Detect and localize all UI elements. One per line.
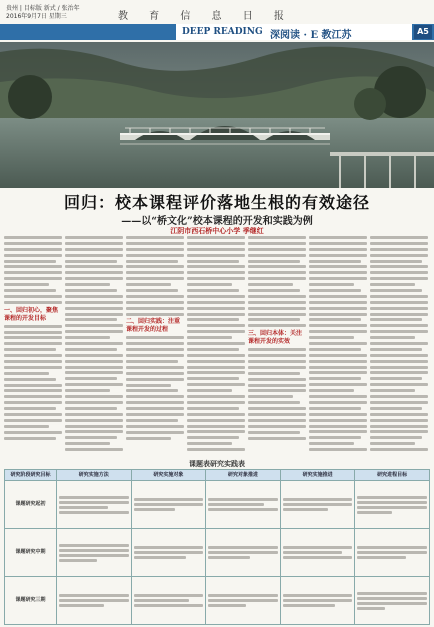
text-line <box>309 336 354 339</box>
text-line <box>4 389 62 392</box>
text-line <box>370 324 428 327</box>
text-line <box>248 407 306 410</box>
text-line <box>309 401 367 404</box>
text-line <box>4 301 62 304</box>
table-cell <box>131 577 206 625</box>
text-line <box>309 383 367 386</box>
text-line <box>248 389 306 392</box>
text-line <box>370 313 428 316</box>
text-line <box>65 307 123 310</box>
text-line <box>65 407 117 410</box>
table-row <box>5 577 430 625</box>
research-table <box>4 469 430 625</box>
text-line <box>248 307 306 310</box>
text-line <box>126 395 184 398</box>
text-line <box>4 413 62 416</box>
text-line <box>370 407 422 410</box>
text-line <box>248 419 306 422</box>
text-line <box>370 425 428 428</box>
text-line <box>187 324 245 327</box>
text-line <box>65 342 123 345</box>
text-line <box>309 289 361 292</box>
text-line <box>126 301 184 304</box>
table-header: 研究进程目标 <box>355 470 430 481</box>
text-line <box>65 301 123 304</box>
text-line <box>187 260 239 263</box>
issue-date: 2016年9月7日 星期三 <box>6 13 67 20</box>
text-line <box>187 301 245 304</box>
text-line <box>65 395 123 398</box>
text-line <box>248 324 306 327</box>
text-line <box>4 325 62 328</box>
text-line <box>309 330 367 333</box>
text-line <box>65 383 123 386</box>
text-line <box>187 265 245 268</box>
column-6 <box>309 236 367 456</box>
text-line <box>309 271 367 274</box>
table-header: 研究对象推进 <box>206 470 281 481</box>
text-line <box>4 236 62 239</box>
text-line <box>309 413 367 416</box>
text-line <box>65 419 123 422</box>
section-name-cn: 深阅读 · E 教江苏 <box>270 30 352 41</box>
text-line <box>187 295 245 298</box>
text-line <box>65 324 123 327</box>
text-line <box>187 277 245 280</box>
text-line <box>65 425 123 428</box>
text-line <box>187 430 245 433</box>
text-line <box>126 401 184 404</box>
text-line <box>309 430 367 433</box>
text-line <box>187 413 245 416</box>
text-line <box>309 425 367 428</box>
text-line <box>126 378 184 381</box>
text-line <box>309 277 367 280</box>
text-line <box>370 248 428 251</box>
text-line <box>187 254 245 257</box>
text-line <box>65 448 123 451</box>
text-line <box>370 236 428 239</box>
lead-photo <box>0 42 434 188</box>
text-line <box>370 277 428 280</box>
text-line <box>187 395 245 398</box>
table-cell <box>355 529 430 577</box>
text-line <box>248 289 300 292</box>
text-line <box>309 389 354 392</box>
text-line <box>126 336 184 339</box>
text-line <box>4 248 62 251</box>
text-line <box>126 366 184 369</box>
text-line <box>309 307 367 310</box>
column-4 <box>187 236 245 456</box>
text-line <box>65 260 117 263</box>
text-line <box>65 295 123 298</box>
text-line <box>187 425 245 428</box>
text-line <box>187 436 239 439</box>
text-line <box>309 236 367 239</box>
text-line <box>187 377 239 380</box>
text-line <box>370 260 422 263</box>
text-line <box>309 448 367 451</box>
text-line <box>4 354 62 357</box>
text-line <box>309 313 367 316</box>
section-heading: 二、回归实践：注重课程开发的过程 <box>126 318 181 334</box>
table-cell <box>131 529 206 577</box>
text-line <box>65 236 123 239</box>
text-line <box>65 313 123 316</box>
text-line <box>248 372 300 375</box>
text-line <box>248 318 300 321</box>
text-line <box>65 271 123 274</box>
text-line <box>248 283 293 286</box>
text-line <box>248 265 306 268</box>
table-header-row <box>5 470 430 481</box>
text-line <box>187 366 245 369</box>
text-line <box>4 360 62 363</box>
byline: 江阴市西石桥中心小学 季继红 <box>170 227 264 235</box>
text-line <box>65 366 123 369</box>
text-line <box>309 360 367 363</box>
text-line <box>126 413 184 416</box>
text-line <box>370 354 428 357</box>
table-cell <box>280 529 355 577</box>
text-line <box>248 425 306 428</box>
text-line <box>370 413 428 416</box>
text-line <box>187 419 245 422</box>
text-line <box>187 318 239 321</box>
text-line <box>65 371 123 374</box>
paper-title: 教 育 信 息 日 报 <box>118 11 293 22</box>
table-cell <box>57 481 132 529</box>
text-line <box>187 236 245 239</box>
text-line <box>4 254 62 257</box>
text-line <box>309 442 354 445</box>
text-line <box>65 265 123 268</box>
table-header: 研究实施方法 <box>57 470 132 481</box>
text-line <box>65 318 117 321</box>
text-line <box>187 448 245 451</box>
text-line <box>309 366 367 369</box>
text-line <box>309 395 367 398</box>
table-stage-cell: 课题研究中期 <box>5 529 57 577</box>
text-line <box>126 360 178 363</box>
text-line <box>126 431 184 434</box>
text-line <box>65 348 117 351</box>
text-line <box>370 395 428 398</box>
text-line <box>187 407 239 410</box>
text-line <box>248 366 306 369</box>
text-line <box>248 301 306 304</box>
text-line <box>4 271 62 274</box>
text-line <box>126 419 178 422</box>
text-line <box>187 401 245 404</box>
text-line <box>370 360 428 363</box>
text-line <box>309 377 361 380</box>
text-line <box>126 295 184 298</box>
text-line <box>370 401 428 404</box>
text-line <box>248 271 306 274</box>
text-line <box>4 407 56 410</box>
text-line <box>4 283 49 286</box>
text-line <box>370 336 415 339</box>
text-line <box>248 254 306 257</box>
text-line <box>4 242 62 245</box>
issue-line-1: 贵州 | 目标版 新式 / 张治年 <box>6 5 80 12</box>
text-line <box>126 260 178 263</box>
text-line <box>309 295 367 298</box>
text-line <box>248 260 300 263</box>
column-3 <box>126 236 184 456</box>
text-line <box>248 437 306 440</box>
text-line <box>4 289 56 292</box>
text-line <box>65 330 123 333</box>
text-line <box>248 378 306 381</box>
article-body <box>4 236 430 456</box>
text-line <box>248 431 300 434</box>
text-line <box>248 248 306 251</box>
text-line <box>65 413 123 416</box>
text-line <box>187 336 232 339</box>
table-row <box>5 481 430 529</box>
table-header: 研究阶段研究目标 <box>5 470 57 481</box>
text-line <box>309 324 367 327</box>
text-line <box>309 242 367 245</box>
text-line <box>370 383 428 386</box>
table-cell <box>206 481 281 529</box>
text-line <box>4 401 62 404</box>
text-line <box>126 313 184 316</box>
text-line <box>65 436 117 439</box>
text-line <box>4 419 62 422</box>
text-line <box>126 242 184 245</box>
text-line <box>248 354 306 357</box>
text-line <box>370 442 415 445</box>
text-line <box>370 265 428 268</box>
text-line <box>126 277 184 280</box>
text-line <box>248 360 306 363</box>
text-line <box>65 277 123 280</box>
text-line <box>126 384 171 387</box>
text-line <box>370 366 428 369</box>
text-line <box>309 419 367 422</box>
text-line <box>370 371 428 374</box>
text-line <box>248 348 306 351</box>
text-line <box>187 289 239 292</box>
text-line <box>65 401 123 404</box>
text-line <box>370 301 428 304</box>
text-line <box>65 360 123 363</box>
text-line <box>309 342 367 345</box>
text-line <box>4 295 62 298</box>
text-line <box>126 389 178 392</box>
column-2 <box>65 236 123 456</box>
text-line <box>370 271 428 274</box>
text-line <box>4 277 62 280</box>
text-line <box>187 248 245 251</box>
page-number: A5 <box>414 25 432 39</box>
text-line <box>187 307 245 310</box>
text-line <box>4 395 62 398</box>
text-line <box>187 271 245 274</box>
text-line <box>126 271 184 274</box>
text-line <box>65 430 123 433</box>
text-line <box>248 242 306 245</box>
text-line <box>4 425 49 428</box>
text-line <box>309 348 361 351</box>
text-line <box>65 336 110 339</box>
issue-info <box>6 5 80 21</box>
text-line <box>65 377 117 380</box>
text-line <box>126 307 184 310</box>
text-line <box>187 242 245 245</box>
section-heading: 一、回归初心，聚焦课程的开发目标 <box>4 306 59 322</box>
text-line <box>65 442 110 445</box>
text-line <box>370 377 422 380</box>
subheadline: ——以“桥文化”校本课程的开发和实践为例 <box>121 216 313 227</box>
table-cell <box>355 577 430 625</box>
text-line <box>309 260 361 263</box>
text-line <box>126 348 184 351</box>
text-line <box>126 248 184 251</box>
text-line <box>4 265 62 268</box>
text-line <box>370 436 422 439</box>
text-line <box>309 265 367 268</box>
text-line <box>370 307 428 310</box>
text-line <box>370 342 428 345</box>
text-line <box>187 442 232 445</box>
text-line <box>370 389 415 392</box>
text-line <box>4 437 56 440</box>
table-stage-cell: 课题研究起初 <box>5 481 57 529</box>
text-line <box>126 289 178 292</box>
table-stage-cell: 课题研究三期 <box>5 577 57 625</box>
text-line <box>65 248 123 251</box>
text-line <box>187 283 232 286</box>
column-1 <box>4 236 62 456</box>
text-line <box>309 254 367 257</box>
text-line <box>126 236 184 239</box>
text-line <box>126 283 171 286</box>
text-line <box>187 389 232 392</box>
text-line <box>309 407 361 410</box>
table-cell <box>355 481 430 529</box>
text-line <box>187 354 245 357</box>
text-line <box>309 354 367 357</box>
text-line <box>65 354 123 357</box>
table-cell <box>206 577 281 625</box>
text-line <box>65 254 123 257</box>
text-line <box>370 289 422 292</box>
text-line <box>4 260 56 263</box>
section-name-en: DEEP READING <box>182 27 263 37</box>
text-line <box>309 248 367 251</box>
text-line <box>370 419 428 422</box>
text-line <box>370 254 428 257</box>
text-line <box>248 295 306 298</box>
text-line <box>4 348 56 351</box>
text-line <box>370 283 415 286</box>
text-line <box>4 384 62 387</box>
table-title: 课题表研究实践表 <box>189 460 245 468</box>
text-line <box>248 395 293 398</box>
column-5 <box>248 236 306 456</box>
table-cell <box>280 577 355 625</box>
text-line <box>248 384 306 387</box>
text-line <box>126 372 184 375</box>
text-line <box>4 378 56 381</box>
text-line <box>4 336 62 339</box>
text-line <box>187 360 245 363</box>
text-line <box>370 318 422 321</box>
text-line <box>4 372 49 375</box>
text-line <box>248 413 306 416</box>
text-line <box>126 354 184 357</box>
text-line <box>370 295 428 298</box>
table-row <box>5 529 430 577</box>
text-line <box>126 425 184 428</box>
text-line <box>4 342 62 345</box>
text-line <box>126 254 184 257</box>
table-cell <box>57 529 132 577</box>
text-line <box>309 318 361 321</box>
text-line <box>370 330 428 333</box>
text-line <box>126 342 184 345</box>
table-header: 研究实施对象 <box>131 470 206 481</box>
column-7 <box>370 236 428 456</box>
text-line <box>248 236 306 239</box>
text-line <box>187 330 245 333</box>
table-header: 研究实施推进 <box>280 470 355 481</box>
text-line <box>370 448 428 451</box>
text-line <box>65 242 123 245</box>
text-line <box>187 371 245 374</box>
text-line <box>187 342 245 345</box>
text-line <box>187 383 245 386</box>
text-line <box>248 277 306 280</box>
text-line <box>4 431 62 434</box>
section-heading: 三、回归本体：关注课程开发的实效 <box>248 330 303 346</box>
text-line <box>126 407 184 410</box>
headline: 回归：校本课程评价落地生根的有效途径 <box>63 193 370 212</box>
table-cell <box>280 481 355 529</box>
text-line <box>65 389 110 392</box>
text-line <box>370 242 428 245</box>
text-line <box>309 283 354 286</box>
text-line <box>4 366 62 369</box>
text-line <box>309 436 361 439</box>
text-line <box>187 348 239 351</box>
table-cell <box>57 577 132 625</box>
text-line <box>65 289 117 292</box>
text-line <box>126 437 171 440</box>
text-line <box>187 313 245 316</box>
text-line <box>126 265 184 268</box>
text-line <box>370 430 428 433</box>
text-line <box>370 348 422 351</box>
text-line <box>309 301 367 304</box>
text-line <box>309 371 367 374</box>
text-line <box>248 401 300 404</box>
table-cell <box>206 529 281 577</box>
masthead <box>0 2 434 24</box>
text-line <box>4 331 62 334</box>
text-line <box>65 283 110 286</box>
text-line <box>248 313 306 316</box>
table-cell <box>131 481 206 529</box>
